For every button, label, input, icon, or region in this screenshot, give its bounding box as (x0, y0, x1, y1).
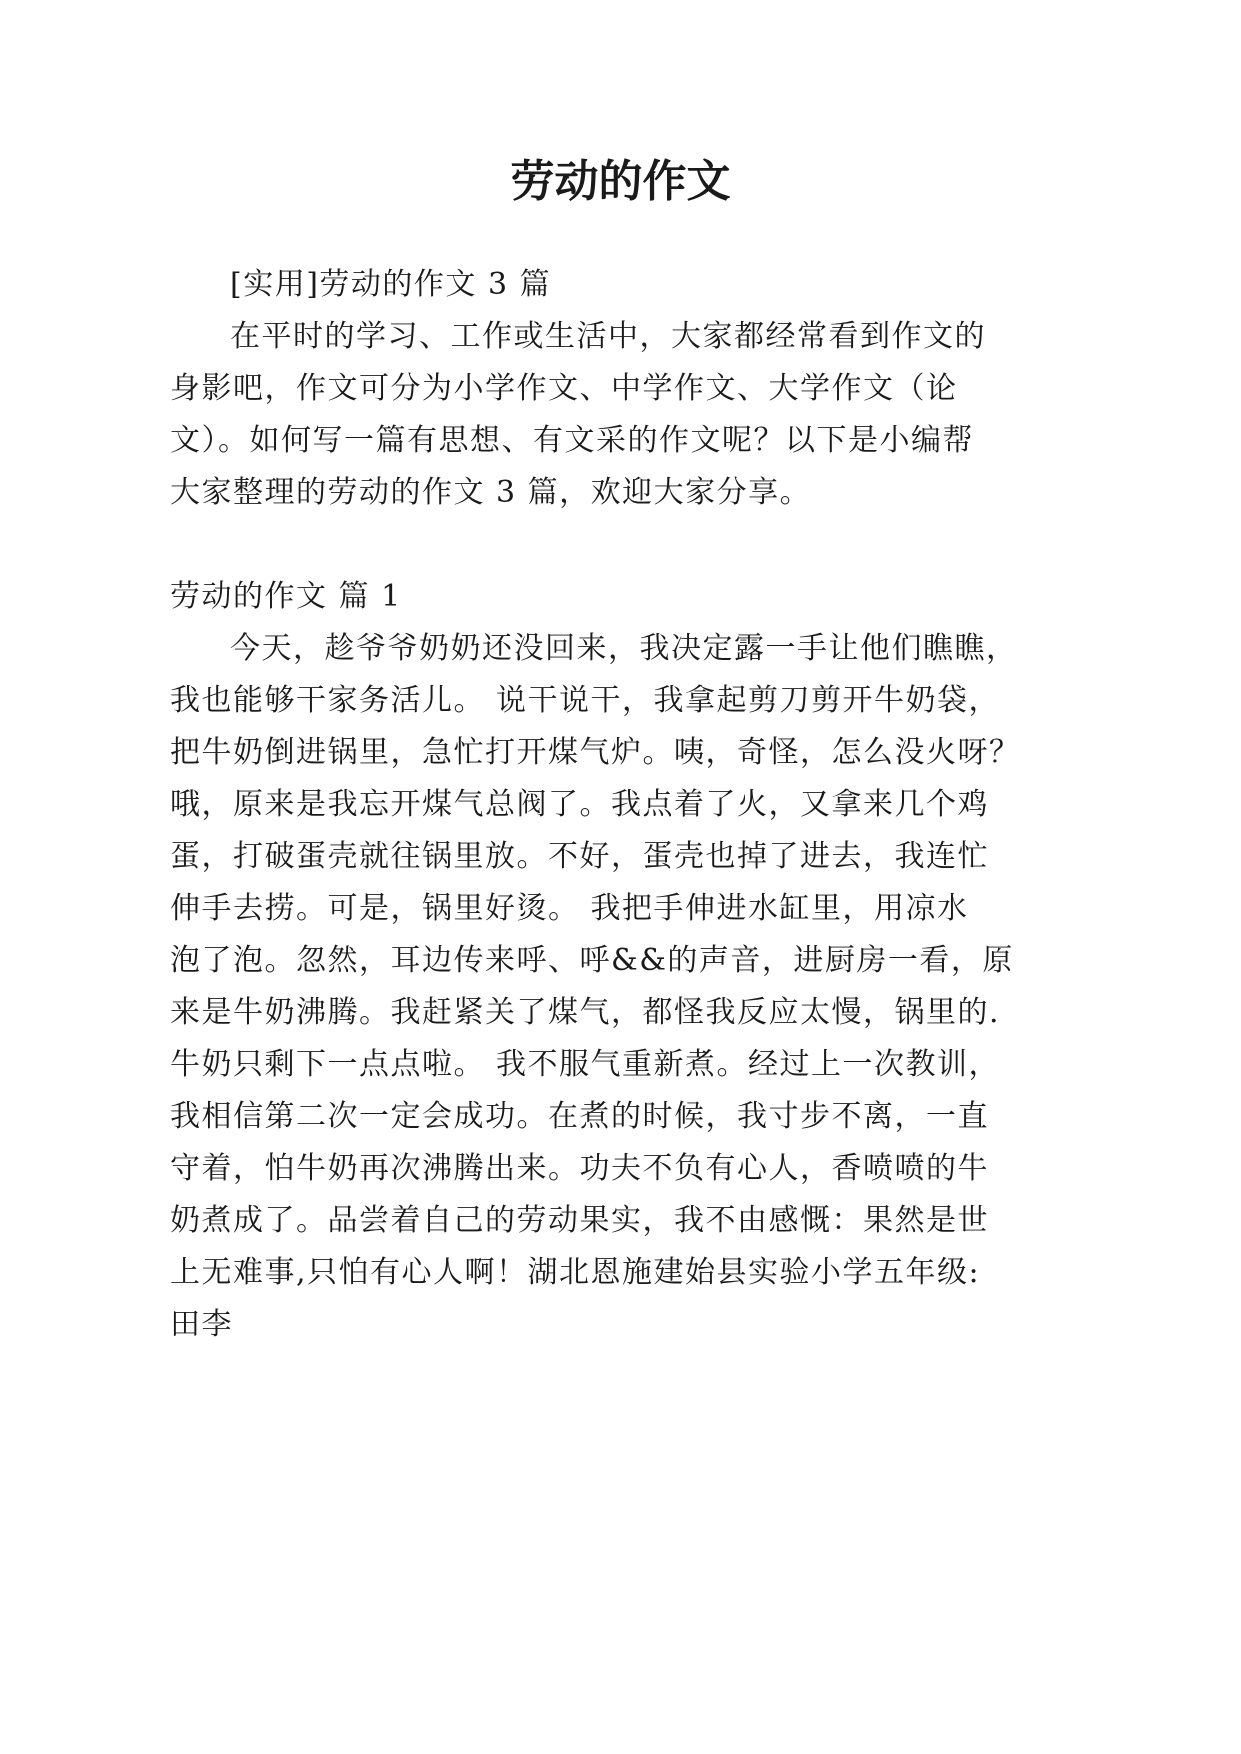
intro-line: 身影吧，作文可分为小学作文、中学作文、大学作文（论 (170, 371, 958, 406)
document-subtitle: [实用]劳动的作文 3 篇 (230, 267, 552, 302)
body-line: 哦，原来是我忘开煤气总阀了。我点着了火，又拿来几个鸡 (170, 787, 989, 822)
document-title: 劳动的作文 (510, 156, 731, 207)
section-heading: 劳动的作文 篇 1 (170, 579, 402, 614)
body-line: 田李 (170, 1307, 233, 1342)
body-line: 来是牛奶沸腾。我赶紧关了煤气，都怪我反应太慢，锅里的. (170, 995, 1001, 1030)
body-line: 伸手去捞。可是，锅里好烫。 我把手伸进水缸里，用凉水 (170, 891, 969, 926)
body-line: 奶煮成了。品尝着自己的劳动果实，我不由感慨：果然是世 (170, 1203, 989, 1238)
body-line: 牛奶只剩下一点点啦。 我不服气重新煮。经过上一次教训， (170, 1047, 1001, 1082)
intro-line: 在平时的学习、工作或生活中，大家都经常看到作文的 (230, 319, 986, 354)
intro-line: 文）。如何写一篇有思想、有文采的作文呢？以下是小编帮 (170, 423, 974, 458)
body-line: 泡了泡。忽然，耳边传来呼、呼&&的声音，进厨房一看，原 (170, 943, 1014, 978)
body-line: 我相信第二次一定会成功。在煮的时候，我寸步不离，一直 (170, 1099, 989, 1134)
body-line: 上无难事,只怕有心人啊！湖北恩施建始县实验小学五年级: (170, 1255, 981, 1290)
body-line: 把牛奶倒进锅里，急忙打开煤气炉。咦，奇怪，怎么没火呀？ (170, 735, 1021, 770)
intro-line: 大家整理的劳动的作文 3 篇，欢迎大家分享。 (170, 475, 812, 510)
body-line: 守着，怕牛奶再次沸腾出来。功夫不负有心人，香喷喷的牛 (170, 1151, 989, 1186)
body-line: 蛋，打破蛋壳就往锅里放。不好，蛋壳也掉了进去，我连忙 (170, 839, 989, 874)
body-line: 今天，趁爷爷奶奶还没回来，我决定露一手让他们瞧瞧， (230, 631, 1018, 666)
body-line: 我也能够干家务活儿。 说干说干，我拿起剪刀剪开牛奶袋， (170, 683, 1001, 718)
